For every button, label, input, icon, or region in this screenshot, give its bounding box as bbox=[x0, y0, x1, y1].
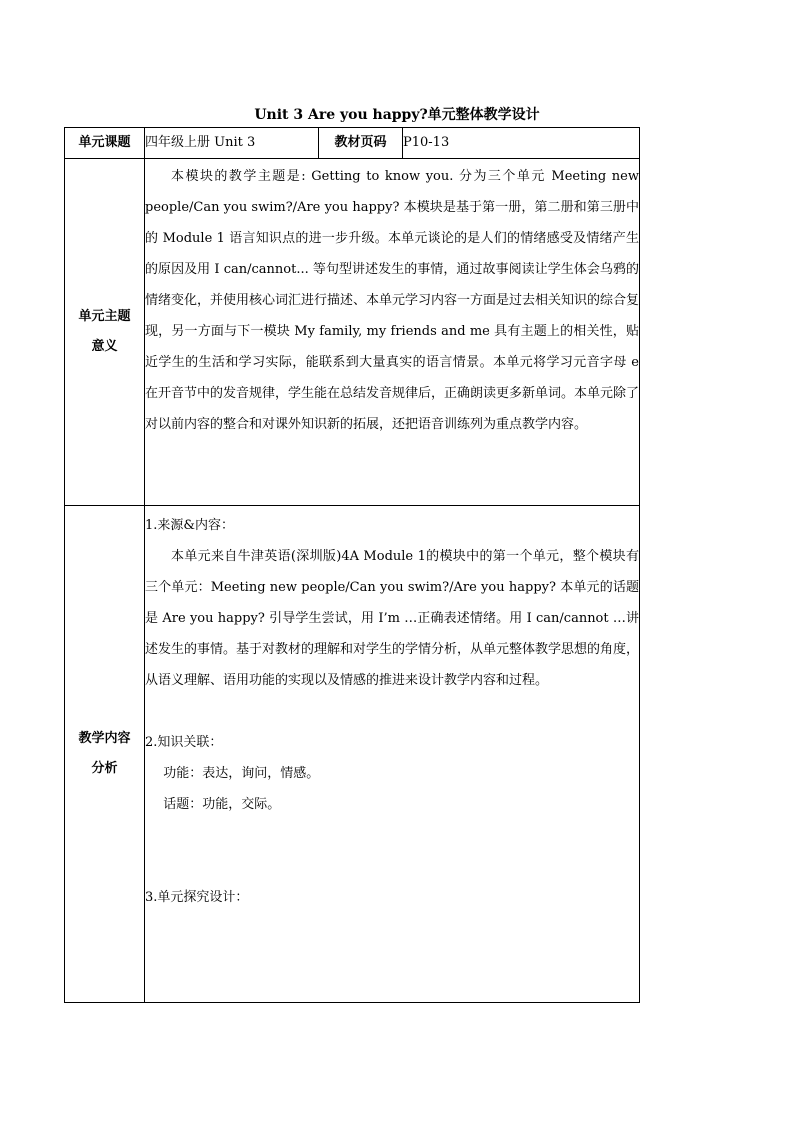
unit-theme-label-line2: 意义 bbox=[91, 339, 118, 354]
unit-theme-label bbox=[65, 159, 145, 506]
content-analysis-body bbox=[145, 506, 640, 1003]
section2-heading: 2.知识关联： bbox=[145, 735, 223, 750]
content-analysis-label-line1: 教学内容 bbox=[78, 731, 131, 746]
section1-text: 本单元来自牛津英语(深圳版)4A Module 1的模块中的第一个单元，整个模块有三个单元：Meeting new people/Can you swim?/Are you happy? 本单元的话题是 Are you happy? 引导学生尝试，用 I’m …正确表述情绪。用 I can/cannot …讲述发生的事情。基于对教材的理解和对学生的学情分析，从单元整体教学思想的角度，从语义理解、语用功能的实现以及情感的推进来设计教学内容和过程。 bbox=[145, 549, 640, 688]
section2-item-function: 功能：表达，询问，情感。 bbox=[163, 766, 320, 781]
unit-theme-label-line1: 单元主题 bbox=[78, 309, 131, 324]
content-analysis-label bbox=[65, 506, 145, 1003]
unit-topic-value: 四年级上册 Unit 3 bbox=[145, 128, 319, 159]
section2-item-topic: 话题：功能，交际。 bbox=[163, 797, 281, 812]
content-analysis-label-line2: 分析 bbox=[91, 761, 118, 776]
document-title: Unit 3 Are you happy?单元整体教学设计 bbox=[254, 107, 540, 123]
table-row-theme bbox=[65, 159, 640, 506]
textbook-pages-value: P10-13 bbox=[403, 128, 640, 159]
table-row-topic bbox=[65, 128, 640, 159]
unit-theme-content bbox=[145, 159, 640, 506]
table-row-analysis bbox=[65, 506, 640, 1003]
section1-heading: 1.来源&内容： bbox=[145, 518, 234, 533]
unit-design-table bbox=[64, 127, 640, 1003]
unit-topic-label: 单元课题 bbox=[65, 128, 145, 159]
section3-heading: 3.单元探究设计： bbox=[145, 890, 249, 905]
textbook-pages-label: 教材页码 bbox=[319, 128, 403, 159]
unit-theme-paragraph: 本模块的教学主题是: Getting to know you. 分为三个单元 Meeting new people/Can you swim?/Are you happy? 本模块是基于第一册，第二册和第三册中的 Module 1 语言知识点的进一步升级。本单元谈论的是人们的情绪感受及情绪产生的原因及用 I can/cannot... 等句型讲述发生的事情，通过故事阅读让学生体会乌鸦的情绪变化，并使用核心词汇进行描述、本单元学习内容一方面是过去相关知识的综合复现，另一方面与下一模块 My family, my friends and me 具有主题上的相关性，贴近学生的生活和学习实际，能联系到大量真实的语言情景。本单元将学习元音字母 e 在开音节中的发音规律，学生能在总结发音规律后，正确朗读更多新单词。本单元除了对以前内容的整合和对课外知识新的拓展，还把语音训练列为重点教学内容。 bbox=[145, 169, 640, 432]
